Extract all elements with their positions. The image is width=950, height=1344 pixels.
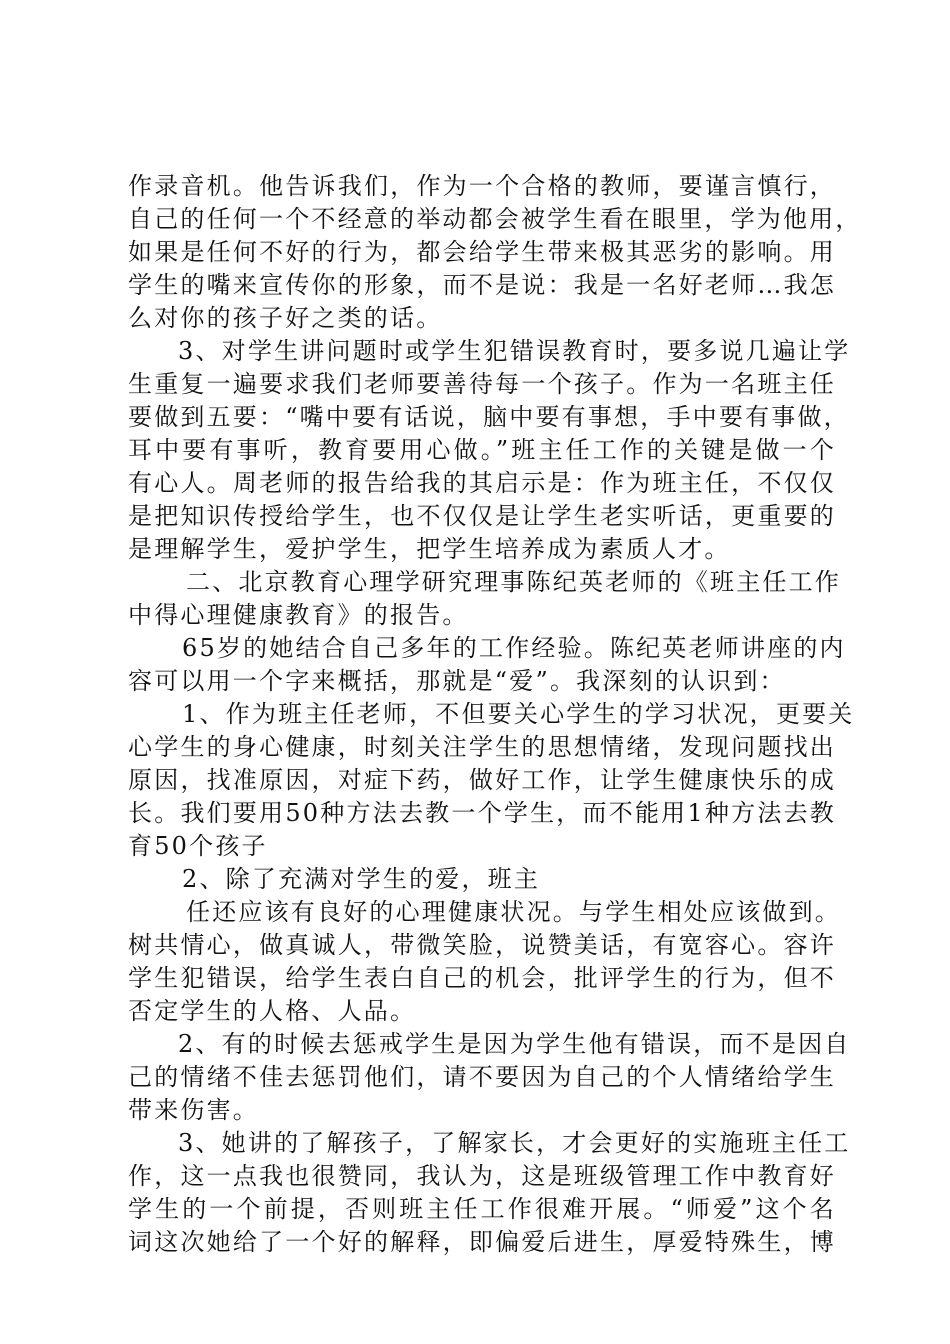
text-line: 育50个孩子	[128, 832, 268, 860]
text-line: 词这次她给了一个好的解释，即偏爱后进生，厚爱特殊生，博	[128, 1228, 836, 1256]
text-line: 原因，找准原因，对症下药，做好工作，让学生健康快乐的成	[128, 766, 836, 794]
document-body-text	[128, 170, 862, 1259]
text-line: 作录音机。他告诉我们，作为一个合格的教师，要谨言慎行，	[128, 172, 836, 200]
text-line: 学生的嘴来宣传你的形象，而不是说：我是一名好老师…我怎	[128, 271, 836, 299]
text-line: 二、北京教育心理学研究理事陈纪英老师的《班主任工作	[186, 568, 841, 596]
text-line: 65岁的她结合自己多年的工作经验。陈纪英老师讲座的内	[182, 634, 846, 662]
text-line: 自己的任何一个不经意的举动都会被学生看在眼里，学为他用，	[128, 205, 862, 233]
text-line: 耳中要有事听，教育要用心做。”班主任工作的关键是做一个	[128, 436, 836, 464]
text-line: 如果是任何不好的行为，都会给学生带来极其恶劣的影响。用	[128, 238, 836, 266]
text-line: 学生犯错误，给学生表白自己的机会，批评学生的行为，但不	[128, 964, 836, 992]
text-line: 中得心理健康教育》的报告。	[128, 601, 469, 629]
text-line: 生重复一遍要求我们老师要善待每一个孩子。作为一名班主任	[128, 370, 836, 398]
text-line: 要做到五要：“嘴中要有话说，脑中要有事想，手中要有事做，	[128, 403, 850, 431]
text-line: 己的情绪不佳去惩罚他们，请不要因为自己的个人情绪给学生	[128, 1063, 836, 1091]
text-line: 任还应该有良好的心理健康状况。与学生相处应该做到。	[186, 898, 841, 926]
text-line: 有心人。周老师的报告给我的其启示是：作为班主任，不仅仅	[128, 469, 836, 497]
text-line: 容可以用一个字来概括，那就是“爱”。我深刻的认识到：	[128, 667, 786, 695]
text-line: 树共情心，做真诚人，带微笑脸，说赞美话，有宽容心。容许	[128, 931, 836, 959]
text-line: 3、对学生讲问题时或学生犯错误教育时，要多说几遍让学	[178, 337, 851, 365]
text-line: 2、有的时候去惩戒学生是因为学生他有错误，而不是因自	[178, 1030, 851, 1058]
text-line: 学生的一个前提，否则班主任工作很难开展。“师爱”这个名	[128, 1195, 836, 1223]
text-line: 心学生的身心健康，时刻关注学生的思想情绪，发现问题找出	[128, 733, 836, 761]
text-line: 2、除了充满对学生的爱，班主	[182, 865, 541, 893]
text-line: 否定学生的人格、人品。	[128, 997, 417, 1025]
text-line: 长。我们要用50种方法去教一个学生，而不能用1种方法去教	[128, 799, 836, 827]
text-line: 3、她讲的了解孩子，了解家长，才会更好的实施班主任工	[178, 1129, 851, 1157]
text-line: 是理解学生，爱护学生，把学生培养成为素质人才。	[128, 535, 731, 563]
text-line: 是把知识传授给学生，也不仅仅是让学生老实听话，更重要的	[128, 502, 836, 530]
text-line: 带来伤害。	[128, 1096, 259, 1124]
text-line: 么对你的孩子好之类的话。	[128, 304, 443, 332]
text-line: 作，这一点我也很赞同，我认为，这是班级管理工作中教育好	[128, 1162, 836, 1190]
text-line: 1、作为班主任老师，不但要关心学生的学习状况，更要关	[182, 700, 855, 728]
